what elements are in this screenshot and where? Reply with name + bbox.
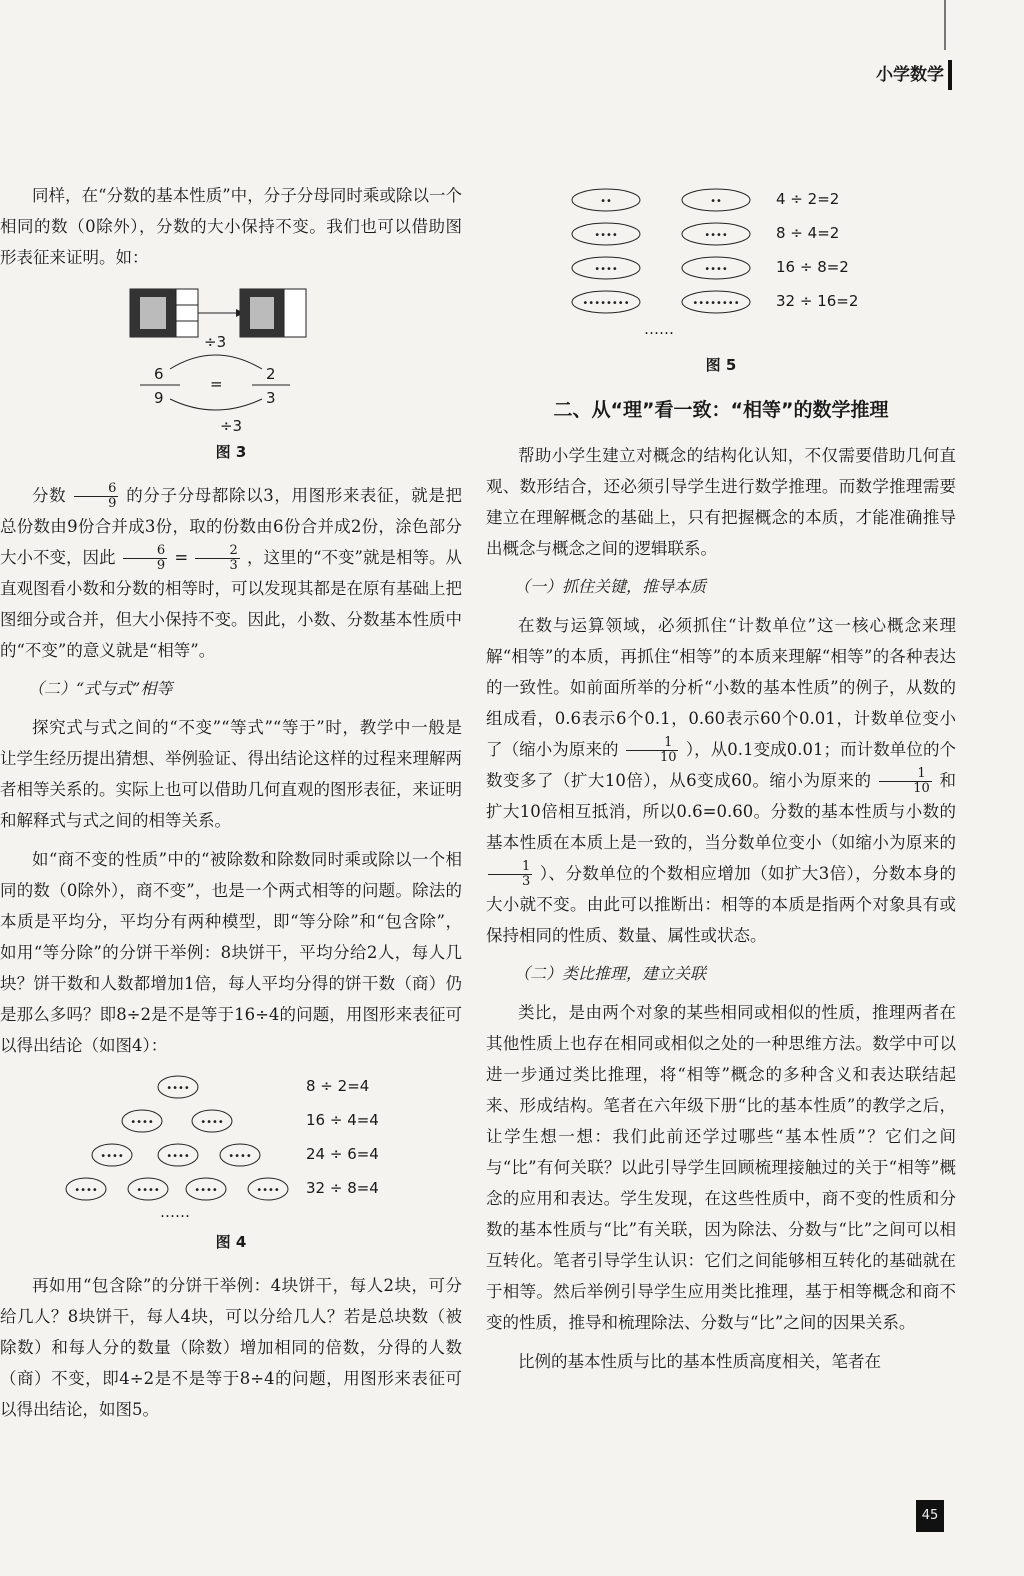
paragraph: 同样，在“分数的基本性质”中，分子分母同时乘或除以一个相同的数（0除外），分数的大小保持不变。我们也可以借助图形表征来证明。如： (0, 186, 462, 267)
svg-text:••••: •••• (136, 1185, 160, 1196)
equation: 16 ÷ 4=4 (306, 1111, 379, 1129)
equation: 32 ÷ 8=4 (306, 1179, 379, 1197)
paragraph (486, 610, 956, 951)
paragraph: 探究式与式之间的“不变”“等式”“等于”时，教学中一般是让学生经历提出猜想、举例验证、得出结论这样的过程来理解两者相等关系的。实际上也可以借助几何直观的图形表征，来证明和解释式与式之间的相等关系。 (0, 718, 462, 830)
svg-text:••••: •••• (256, 1185, 280, 1196)
frac-left-num: 6 (154, 365, 164, 383)
equation: 8 ÷ 4=2 (776, 224, 840, 242)
svg-text:••••: •••• (704, 264, 728, 275)
subheading: （二）类比推理，建立关联 (514, 964, 707, 983)
svg-text:••••: •••• (704, 230, 728, 241)
frac-right-num: 2 (266, 365, 276, 383)
fraction-1-3: $\frac{1}{3}$ (488, 860, 532, 889)
figure-3 (0, 281, 462, 421)
text: = (174, 548, 189, 567)
paragraph: 帮助小学生建立对概念的结构化认知，不仅需要借助几何直观、数形结合，还必须引导学生进行数学推理。而数学推理需要建立在理解概念的基础上，只有把握概念的本质，才能准确推导出概念与概念之间的逻辑联系。 (486, 446, 956, 558)
subheading: （二）“式与式”相等 (28, 679, 173, 698)
paragraph: 如“商不变的性质”中的“被除数和除数同时乘或除以一个相同的数（0除外），商不变”，也是一个两式相等的问题。除法的本质是平均分，平均分有两种模型，即“等分除”和“包含除”，如用“等分除”的分饼干举例：8块饼干，平均分给2人，每人几块？饼干数和人数都增加1倍，每人平均分得的饼干数（商）仍是那么多吗？即8÷2是不是等于16÷4的问题，用图形来表征可以得出结论（如图4）： (0, 850, 462, 1055)
svg-text:••••: •••• (594, 230, 618, 241)
paragraph: 类比，是由两个对象的某些相同或相似的性质，推理两者在其他性质上也存在相同或相似之处的一种思维方法。数学中可以进一步通过类比推理，将“相等”概念的多种含义和表达联结起来、形成结构。笔者在六年级下册“比的基本性质”的教学之后，让学生想一想：我们此前还学过哪些“基本性质”？它们之间与“比”有何关联？以此引导学生回顾梳理接触过的关于“相等”概念的应用和表达。学生发现，在这些性质中，商不变的性质和分数的基本性质与“比”有关联，因为除法、分数与“比”之间可以相互转化。笔者引导学生认识：它们之间能够相互转化的基础就在于相等。然后举例引导学生应用类比推理，基于相等概念和商不变的性质，推导和梳理除法、分数与“比”之间的因果关系。 (486, 1003, 956, 1332)
text: ）、分数单位的个数相应增加（如扩大3倍），分数本身的大小就不变。由此可以推断出：相等的本质是指两个对象具有或保持相同的性质、数量、属性或状态。 (486, 864, 957, 945)
paragraph: 比例的基本性质与比的基本性质高度相关，笔者在 (518, 1352, 881, 1371)
equation: 32 ÷ 16=2 (776, 292, 859, 310)
ellipsis: …… (644, 320, 674, 338)
journal-title: 小学数学 (876, 65, 944, 85)
equation: 16 ÷ 8=2 (776, 258, 849, 276)
subheading: （一）抓住关键，推导本质 (514, 577, 707, 596)
fraction-6-9: $\frac{6}{9}$ (74, 482, 118, 511)
fraction-1-10: $\frac{1}{10}$ (879, 767, 932, 796)
page-number: 45 (916, 1500, 944, 1532)
text: 在数与运算领域，必须抓住“计数单位”这一核心概念来理解“相等”的本质，再抓住“相等”的本质来理解“相等”的各种表达的一致性。如前面所举的分析“小数的基本性质”的例子，从数的组成看，0.6表示6个0.1，0.60表示60个0.01，计数单位变小了（缩小为原来的 (486, 616, 956, 759)
paragraph (0, 480, 462, 666)
svg-text:••••: •••• (228, 1151, 252, 1162)
paragraph: 再如用“包含除”的分饼干举例：4块饼干，每人2块，可分给几人？8块饼干，每人4块，可以分给几人？若是总块数（被除数）和每人分的数量（除数）增加相同的倍数，分得的人数（商）不变，即4÷2是不是等于8÷4的问题，用图形来表征可以得出结论，如图5。 (0, 1276, 462, 1419)
left-column (0, 180, 462, 1433)
section-title: 二、从“理”看一致：“相等”的数学推理 (553, 399, 889, 421)
text: 和扩大10倍相互抵消，所以0.6=0.60。分数的基本性质与小数的基本性质在本质上是一致的，当分数单位变小（如缩小为原来的 (486, 771, 956, 852)
svg-text:••: •• (600, 196, 612, 207)
figure-5-caption: 图 5 (705, 356, 737, 374)
header-bar (948, 60, 952, 90)
svg-text:••••: •••• (594, 264, 618, 275)
figure-4-drawing (0, 1069, 462, 1219)
equation: 4 ÷ 2=2 (776, 190, 840, 208)
page-edge-line (944, 0, 946, 50)
fraction-6-9: $\frac{6}{9}$ (123, 544, 167, 573)
figure-4 (0, 1069, 462, 1219)
figure-4-caption: 图 4 (215, 1233, 247, 1251)
frac-right-den: 3 (266, 389, 276, 407)
curve-bottom (170, 399, 262, 410)
text: ，这里的“不变”就是相等。从直观图看小数和分数的相等时，可以发现其都是在原有基础上把图细分或合并，但大小保持不变。因此，小数、分数基本性质中的“不变”的意义就是“相等”。 (0, 548, 463, 660)
svg-text:••••: •••• (166, 1151, 190, 1162)
svg-text:••••: •••• (130, 1117, 154, 1128)
svg-text:••••••••: •••••••• (692, 298, 740, 309)
fraction-bar-left (130, 289, 198, 337)
ellipsis: …… (160, 1203, 190, 1221)
svg-text:••••: •••• (100, 1151, 124, 1162)
fraction-1-10: $\frac{1}{10}$ (626, 736, 679, 765)
text: 的分子分母都除以3，用图形来表征，就是把总份数由9份合并成3份，取的份数由6份合并成2份，涂色部分大小不变，因此 (0, 486, 463, 567)
text: ），从0.1变成0.01；而计数单位的个数变多了（扩大10倍），从6变成60。缩小为原来的 (486, 740, 957, 790)
figure-5 (486, 180, 956, 340)
fraction-bar-right (240, 289, 306, 337)
equation: 8 ÷ 2=4 (306, 1077, 370, 1095)
frac-left-den: 9 (154, 389, 164, 407)
figure-3-drawing (0, 281, 462, 421)
svg-text:••••••••: •••••••• (582, 298, 630, 309)
op-bottom: ÷3 (219, 417, 243, 435)
fraction-2-3: $\frac{2}{3}$ (195, 544, 239, 573)
figure-3-caption: 图 3 (215, 443, 247, 461)
right-column (486, 180, 956, 1385)
svg-text:••••: •••• (200, 1117, 224, 1128)
curve-top (170, 355, 262, 369)
svg-text:••••: •••• (194, 1185, 218, 1196)
text: 分数 (32, 486, 67, 505)
op-top: ÷3 (204, 333, 227, 351)
equals-sign: = (210, 375, 223, 393)
svg-text:••••: •••• (166, 1083, 190, 1094)
svg-text:••: •• (710, 196, 722, 207)
svg-text:••••: •••• (74, 1185, 98, 1196)
figure-5-drawing (486, 180, 956, 340)
equation: 24 ÷ 6=4 (306, 1145, 379, 1163)
